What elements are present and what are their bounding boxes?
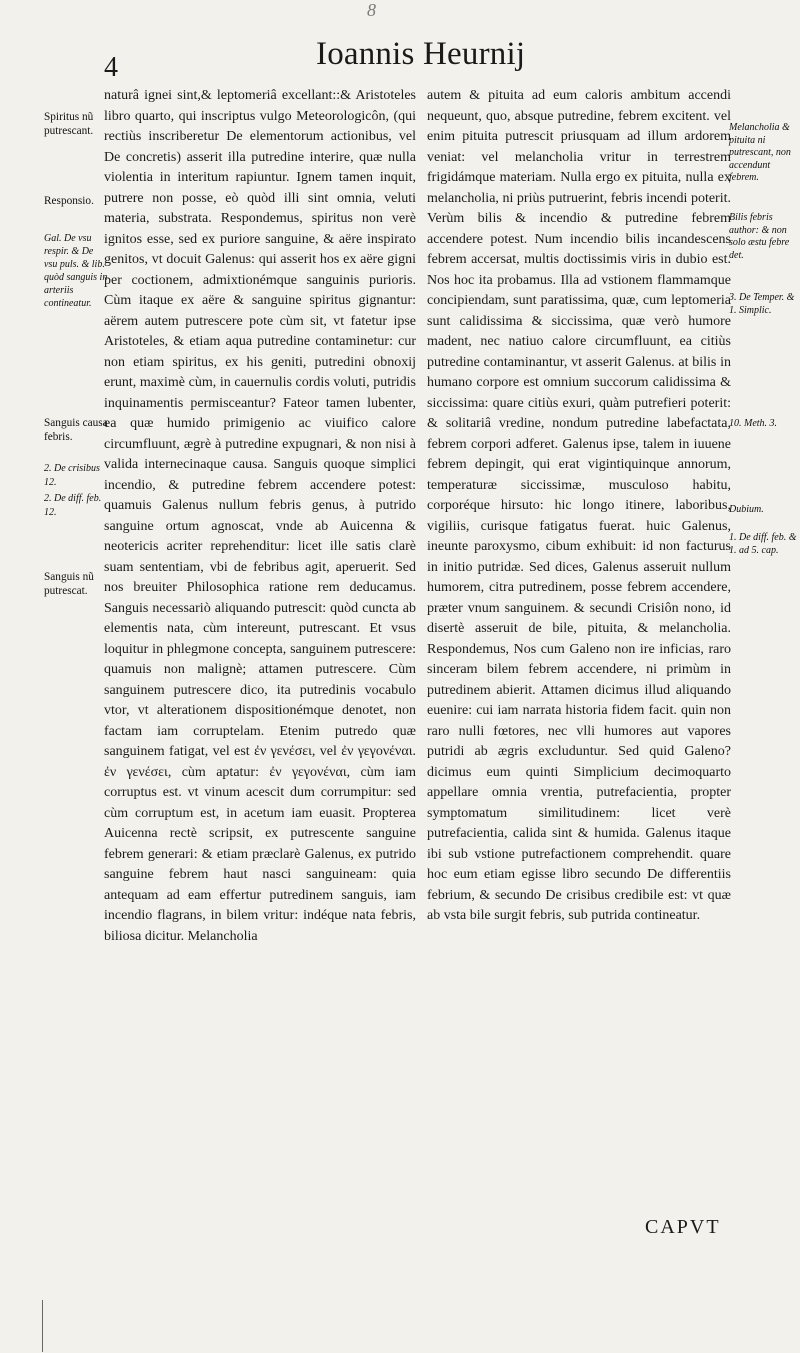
running-head: Ioannis Heurnij (316, 36, 526, 72)
left-text-column (104, 86, 416, 947)
margin-note-de-diff: 1. De diff. feb. & 1. ad 5. cap. (729, 532, 797, 556)
right-text-column (427, 86, 731, 927)
right-column-body: autem & pituita ad eum caloris ambitum accendi nequeunt, quo, absque putredine, febrem excitent. vel enim pituita putrescit priusquam ad illum ardorem veniat: vel melancholia vritur in terrestrem frigidámque materiam. Nulla ergo ex pituita, nulla ex melancholia, ni priùs putruerint, febris incendi poterit. Verùm bilis & incendio & putredine febrem accendere potest. Num incendio bilis incandescens febrem accersat, multis doctissimis viris in dubio est. Nos hoc ita probamus. Illa ad vstionem flammamque concipiendam, sunt paratissima, quæ, cum leptomeria sunt calidissima & siccissima, quæ verò humore madent, nec natiuo calore circumfluunt, ea citiùs putredine contaminantur, vt asserit Galenus. at bilis in humano corpore est omnium succorum calidissima & siccissima: quare citiùs exuri, quàm putrefieri poterit: & solitariâ vredine, nondum putredine labefactata, febrem corpori adferet. Galenus ipse, talem in iuuene febrem depingit, qui erat vigintiquinque annorum, temperaturæ siccissimæ, musculoso habitu, corporéque hirsuto: hic longo itinere, laboribus, vigiliis, curisque fatigatus fuerat. huic Galenus, ineunte paroxysmo, cibum exhibuit: id non facturus in initio putridæ. Sed dices, Galenus asseruit nullum humorem, citra putredinem, posse febrem accendere, præter vnum sanguinem. & secundi Crisiôn nono, id disertè asseruit de bile, pituita, & melancholia. Respondemus, Nos cum Galeno non ire inficias, raro sinceram bilem febrem accendere, ni primùm in putredinem abierit. Attamen dicimus illud aliquando euenire: cui iam narrata historia fidem facit. quin non raro nulli fœtores, nec vlli humores aut vapores putridi ab ægris excluduntur. Sed quid Galeno? dicimus eum quinti Simplicium decimoquarto appellare omnia vrentia, putrefacientia, propter symptomatum similitudinem: licet verè putrefacientia, calida sint & humida. Galenus itaque ibi sub vstione putrefactionem comprehendit. quare hoc eum etiam egisse libro secundo De differentiis febrium, & secundo De crisibus credibile est: vt quæ ab vsta bile surgit febris, sub putrida contineatur. (427, 88, 731, 923)
margin-note-spiritus: Spiritus nũ putrescant. (44, 111, 94, 137)
margin-note-dubium: Dubium. (729, 504, 764, 515)
page-number: 4 (104, 52, 118, 83)
margin-note-sanguis-causa: Sanguis causa febris. (44, 417, 108, 443)
left-column-body: naturâ ignei sint,& leptomeriâ excellant::& Aristoteles libro quarto, qui inscriptus vulgo Meteorologicôn, (qui rectiùs inscriberetur De elementorum actionibus, vel De concretis) asserit illa putredine interire, quæ nulla violentia in interitum rapiuntur. Ignem tamen inquit, putrere non posse, eò quòd illi sint omnia, veluti materia, substrata. Respondemus, spiritus non verè ignitos esse, sed ex puriore sanguine, & aëre inspirato genitos, vt docuit Galenus: qui asserit hos ex aëre gigni per coctionem, admixtionémque sanguinis purioris. Cùm itaque ex aëre & sanguine spiritus gignantur: aërem autem putrescere pote cùm sit, vt fatetur ipse Aristoteles, & etiam aqua putredine contaminetur: cur non etiam spiritus, ex his geniti, putredini obnoxij erunt, maximè cùm, in cauernulis cordis voluti, putridis inquinamentis permisceantur? Fateor tamen lubenter, ea quæ humido primigenio ac viuifico calore circumfluunt, ægrè à putredine expugnari, & non nisi à valida internecinaque causa. Sanguis quoque simplici incendio, & putredine febrem accendere potest: quamuis Galenus nullum febris genus, à putrido sanguine ortum agnoscat, vnde ab Auicenna & neotericis acriter reprehenditur: licet ille satis clarè suam sententiam, vbi de febribus agit, aperuerit. Sed nos breuiter Philosophica ratione rem deducamus. Sanguis necessariò aliquando putrescit: quòd cuncta ab elementis nata, cùm intereunt, putrescant. Et vsus loquitur in phlegmone concepta, sanguinem putrescere: quamuis non malignè; attamen putrescere. Cùm sanguinem putrescere dico, ita putredinis vocabulo vtor, vt alterationem dispositionémque denotet, non factam iam corruptelam. Etenim putredo quæ sanguinem fatigat, vel est ἐν γενέσει, vel ἐν γεγονέναι. ἐν γενέσει, cùm aptatur: ἐν γεγονέναι, cùm iam corruptus est. vt vinum acescit dum corrumpitur: sed cùm corruptum est, in acetum iam euasit. Propterea Auicenna rectè scripsit, ex putrescente sanguine febrem generari: & etiam præclarè Galenus, ex putrido sanguine febrem haut nasci sanguineam: quia antequam ad eam effertur putredinem sanguis, iam incendio flagrans, in bilem vritur: indéque nata febris, biliosa dicitur. Melancholia (104, 88, 416, 944)
catchword: CAPVT (645, 1216, 721, 1238)
margin-note-galen-refs: Gal. De vsu respir. & De vsu puls. & lib. quòd sanguis in arteriis contineatur. (44, 233, 108, 309)
margin-note-bilis: Bilis febris author: & non solo æstu febre det. (729, 212, 790, 261)
page-edge-line (42, 1300, 43, 1352)
pencil-mark: 8 (367, 0, 376, 20)
margin-note-melancholia: Melancholia & pituita ni putrescant, non accendunt febrem. (729, 122, 791, 183)
margin-note-sanguis-putrescat: Sanguis nũ putrescat. (44, 571, 94, 597)
margin-note-de-diff-feb: 2. De diff. feb. 12. (44, 493, 102, 518)
margin-note-meth: 10. Meth. 3. (729, 418, 778, 429)
margin-note-de-temper: 3. De Temper. & 1. Simplic. (729, 292, 795, 316)
margin-note-responsio: Responsio. (44, 195, 94, 207)
margin-note-de-crisibus: 2. De crisibus 12. (44, 463, 100, 488)
